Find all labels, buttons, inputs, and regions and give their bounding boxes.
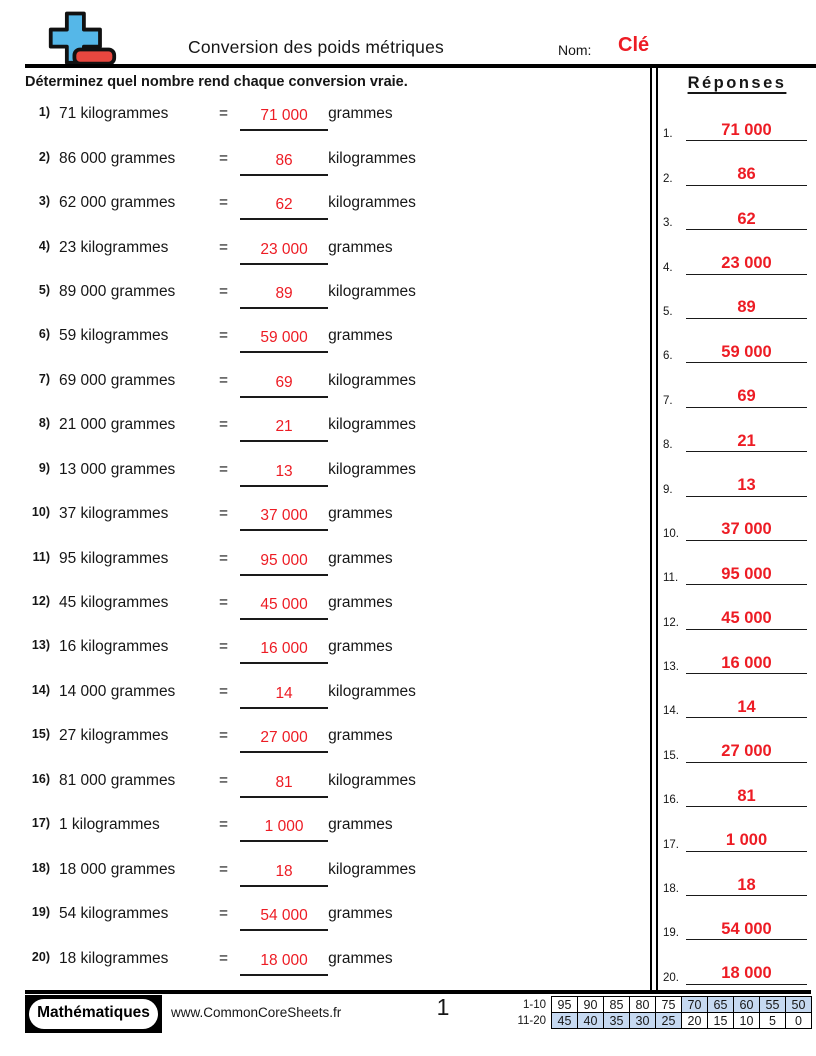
answer-value: 71 000 (260, 107, 308, 125)
answer-entry (658, 630, 816, 674)
answer-key-value: 86 (737, 165, 756, 184)
score-table (503, 996, 812, 1029)
problems-column (0, 68, 650, 990)
problem-expression: 45 kilogrammes (59, 594, 169, 612)
answer-entry (658, 363, 816, 407)
score-cell: 65 (708, 997, 734, 1013)
answer-key-line (686, 255, 807, 275)
unit-label: grammes (328, 594, 393, 612)
problem-expression: 54 kilogrammes (59, 905, 169, 923)
score-cell: 80 (630, 997, 656, 1013)
problem-row (0, 314, 650, 358)
answer-key-line (686, 344, 807, 364)
equals-sign: = (219, 416, 229, 434)
equals-sign: = (219, 371, 229, 389)
answer-key-line (686, 743, 807, 763)
answer-entry-number: 2. (663, 172, 673, 185)
problem-row (0, 803, 650, 847)
answer-entry-number: 5. (663, 305, 673, 318)
unit-label: grammes (328, 949, 393, 967)
problem-number: 7) (38, 371, 50, 386)
unit-label: kilogrammes (328, 194, 416, 212)
answer-key-value: 14 (737, 697, 756, 716)
answer-key-value: 18 000 (721, 964, 772, 983)
answer-value: 62 (275, 196, 293, 214)
problem-expression: 16 kilogrammes (59, 638, 169, 656)
score-row-2 (503, 1013, 812, 1029)
problem-row (0, 136, 650, 180)
problem-row (0, 581, 650, 625)
answers-list (658, 97, 816, 985)
answer-key-value: 89 (737, 298, 756, 317)
unit-label: grammes (328, 727, 393, 745)
answer-value: 54 000 (260, 907, 308, 925)
equals-sign: = (219, 105, 229, 123)
score-cell: 55 (760, 997, 786, 1013)
answer-value: 37 000 (260, 507, 308, 525)
answer-blank[interactable] (240, 194, 328, 220)
answer-entry-number: 6. (663, 350, 673, 363)
answer-value: 14 (275, 684, 293, 702)
equals-sign: = (219, 905, 229, 923)
score-cell: 25 (656, 1013, 682, 1029)
problem-expression: 81 000 grammes (59, 771, 176, 789)
answer-key-line (686, 433, 807, 453)
answer-value: 23 000 (260, 240, 308, 258)
unit-label: kilogrammes (328, 682, 416, 700)
answer-blank[interactable] (240, 416, 328, 442)
answer-key-line (686, 388, 807, 408)
problems-list (0, 92, 650, 981)
answer-value: 95 000 (260, 551, 308, 569)
answer-value: 18 (275, 862, 293, 880)
answer-key-line (686, 965, 807, 985)
score-cell: 30 (630, 1013, 656, 1029)
answer-key-line (686, 699, 807, 719)
problem-row (0, 847, 650, 891)
problem-number: 20) (31, 949, 50, 964)
unit-label: kilogrammes (328, 371, 416, 389)
answer-value: 81 (275, 773, 293, 791)
problem-expression: 71 kilogrammes (59, 105, 169, 123)
problem-number: 17) (31, 816, 50, 831)
answer-key-value: 95 000 (721, 564, 772, 583)
answer-entry-number: 14. (663, 705, 679, 718)
problem-expression: 23 kilogrammes (59, 238, 169, 256)
score-cell: 20 (682, 1013, 708, 1029)
score-row-1 (503, 997, 812, 1013)
header-divider (25, 64, 816, 68)
answer-key-line (686, 211, 807, 231)
problem-number: 6) (38, 327, 50, 342)
unit-label: kilogrammes (328, 460, 416, 478)
answer-blank[interactable] (240, 550, 328, 576)
answer-key-value: 81 (737, 786, 756, 805)
answer-key-value: 37 000 (721, 520, 772, 539)
answers-title: Réponses (687, 74, 787, 92)
answer-key-value: 54 000 (721, 919, 772, 938)
equals-sign: = (219, 594, 229, 612)
answer-key-value: 16 000 (721, 653, 772, 672)
brand-badge (25, 995, 162, 1033)
answer-key-value: 13 (737, 476, 756, 495)
plus-minus-icon (46, 10, 118, 70)
unit-label: kilogrammes (328, 149, 416, 167)
equals-sign: = (219, 460, 229, 478)
unit-label: grammes (328, 549, 393, 567)
answer-key-line (686, 655, 807, 675)
website-link[interactable]: www.CommonCoreSheets.fr (171, 1005, 342, 1020)
score-cell: 60 (734, 997, 760, 1013)
problem-number: 9) (38, 460, 50, 475)
answer-blank[interactable] (240, 105, 328, 131)
problem-row (0, 359, 650, 403)
answer-entry (658, 497, 816, 541)
answer-value: 16 000 (260, 640, 308, 658)
answer-entry (658, 230, 816, 274)
answer-blank[interactable] (240, 816, 328, 842)
answer-entry (658, 674, 816, 718)
brand-label: Mathématiques (29, 999, 158, 1029)
problem-number: 11) (32, 549, 50, 564)
score-cell: 35 (604, 1013, 630, 1029)
problem-number: 15) (31, 727, 50, 742)
page-number: 1 (436, 994, 450, 1020)
problem-expression: 86 000 grammes (59, 149, 176, 167)
answer-entry-number: 17. (663, 838, 679, 851)
answer-key-line (686, 610, 807, 630)
answer-entry (658, 763, 816, 807)
answer-key-value: 62 (737, 209, 756, 228)
problem-number: 18) (31, 860, 50, 875)
answer-entry (658, 852, 816, 896)
score-cell: 45 (552, 1013, 578, 1029)
problem-expression: 21 000 grammes (59, 416, 176, 434)
answer-entry-number: 19. (663, 927, 679, 940)
answer-value: 1 000 (264, 818, 304, 836)
answer-value: 13 (275, 462, 293, 480)
answer-entry-number: 10. (663, 527, 679, 540)
answer-entry (658, 97, 816, 141)
answer-value: 69 (275, 373, 293, 391)
answer-value: 27 000 (260, 729, 308, 747)
answer-blank[interactable] (240, 505, 328, 531)
answer-entry (658, 452, 816, 496)
unit-label: grammes (328, 505, 393, 523)
problem-row (0, 92, 650, 136)
answer-blank[interactable] (240, 727, 328, 753)
problem-row (0, 714, 650, 758)
problem-expression: 13 000 grammes (59, 460, 176, 478)
answer-blank[interactable] (240, 327, 328, 353)
answer-entry-number: 8. (663, 439, 673, 452)
problem-expression: 27 kilogrammes (59, 727, 169, 745)
name-label: Nom: (558, 42, 592, 58)
score-cell: 70 (682, 997, 708, 1013)
answer-value: 59 000 (260, 329, 308, 347)
problem-row (0, 181, 650, 225)
problem-row (0, 270, 650, 314)
answer-key-line (686, 921, 807, 941)
answer-entry-number: 12. (663, 616, 679, 629)
answer-key-value: 1 000 (725, 831, 768, 850)
score-cell: 0 (786, 1013, 812, 1029)
score-cell: 5 (760, 1013, 786, 1029)
answer-value: 18 000 (260, 951, 308, 969)
score-cell: 10 (734, 1013, 760, 1029)
answer-value: 21 (275, 418, 293, 436)
answer-key-line (686, 166, 807, 186)
answer-blank[interactable] (240, 638, 328, 664)
problem-expression: 37 kilogrammes (59, 505, 169, 523)
problem-number: 19) (31, 905, 50, 920)
unit-label: grammes (328, 105, 393, 123)
score-cell: 85 (604, 997, 630, 1013)
answer-blank[interactable] (240, 594, 328, 620)
problem-number: 14) (31, 682, 50, 697)
answer-blank[interactable] (240, 239, 328, 265)
unit-label: kilogrammes (328, 771, 416, 789)
score-cell: 15 (708, 1013, 734, 1029)
answer-blank[interactable] (240, 683, 328, 709)
answer-key-value: 21 (737, 431, 756, 450)
answer-entry (658, 319, 816, 363)
problem-number: 2) (38, 149, 50, 164)
problem-row (0, 936, 650, 980)
answer-key-line (686, 566, 807, 586)
equals-sign: = (219, 771, 229, 789)
problem-number: 13) (31, 638, 50, 653)
problem-number: 12) (31, 594, 50, 609)
problem-row (0, 625, 650, 669)
answer-entry (658, 940, 816, 984)
equals-sign: = (219, 194, 229, 212)
problem-expression: 69 000 grammes (59, 371, 176, 389)
answer-blank[interactable] (240, 372, 328, 398)
answer-key-line (686, 122, 807, 142)
answer-value: 45 000 (260, 596, 308, 614)
answer-entry (658, 896, 816, 940)
problem-number: 3) (38, 194, 50, 209)
answer-key-line (686, 832, 807, 852)
answer-entry (658, 585, 816, 629)
problem-row (0, 670, 650, 714)
problem-row (0, 892, 650, 936)
footer (0, 990, 816, 1056)
answer-entry (658, 141, 816, 185)
score-cell: 40 (578, 1013, 604, 1029)
answer-value: 89 (275, 284, 293, 302)
answer-entry (658, 275, 816, 319)
problem-expression: 59 kilogrammes (59, 327, 169, 345)
answer-key-value: 45 000 (721, 609, 772, 628)
answer-entry-number: 7. (663, 394, 673, 407)
answer-entry-number: 15. (663, 749, 679, 762)
score-range-label: 1-10 (522, 998, 546, 1011)
answer-entry-number: 11. (663, 572, 679, 585)
answer-blank[interactable] (240, 772, 328, 798)
unit-label: kilogrammes (328, 282, 416, 300)
unit-label: grammes (328, 238, 393, 256)
equals-sign: = (219, 638, 229, 656)
answer-entry-number: 1. (663, 128, 673, 141)
problem-number: 4) (38, 238, 50, 253)
unit-label: kilogrammes (328, 416, 416, 434)
answer-entry-number: 13. (663, 661, 679, 674)
name-value: Clé (618, 34, 650, 56)
content (0, 68, 816, 990)
problem-number: 1) (38, 105, 50, 120)
equals-sign: = (219, 149, 229, 167)
equals-sign: = (219, 949, 229, 967)
answer-entry-number: 20. (663, 971, 679, 984)
answer-entry-number: 3. (663, 217, 673, 230)
answer-entry (658, 408, 816, 452)
problem-row (0, 448, 650, 492)
answer-key-line (686, 299, 807, 319)
problem-row (0, 759, 650, 803)
answer-key-value: 59 000 (721, 342, 772, 361)
problem-row (0, 403, 650, 447)
unit-label: grammes (328, 638, 393, 656)
answers-column (658, 68, 816, 990)
footer-divider (25, 990, 811, 994)
answer-entry (658, 718, 816, 762)
equals-sign: = (219, 327, 229, 345)
instructions: Déterminez quel nombre rend chaque conversion vraie. (25, 74, 408, 90)
problem-row (0, 225, 650, 269)
page-title: Conversion des poids métriques (188, 37, 444, 57)
problem-expression: 89 000 grammes (59, 282, 176, 300)
problem-expression: 14 000 grammes (59, 682, 176, 700)
answer-blank[interactable] (240, 461, 328, 487)
answer-key-line (686, 877, 807, 897)
answer-key-line (686, 477, 807, 497)
score-cell: 75 (656, 997, 682, 1013)
column-divider (650, 68, 658, 990)
answer-entry-number: 18. (663, 883, 679, 896)
answer-blank[interactable] (240, 283, 328, 309)
equals-sign: = (219, 682, 229, 700)
answer-key-value: 23 000 (721, 254, 772, 273)
score-cell: 90 (578, 997, 604, 1013)
unit-label: grammes (328, 905, 393, 923)
answer-key-value: 69 (737, 387, 756, 406)
problem-row (0, 492, 650, 536)
answer-blank[interactable] (240, 150, 328, 176)
problem-number: 5) (38, 282, 50, 297)
answer-blank[interactable] (240, 950, 328, 976)
answer-blank[interactable] (240, 905, 328, 931)
problem-expression: 1 kilogrammes (59, 816, 160, 834)
problem-expression: 18 000 grammes (59, 860, 176, 878)
answer-entry-number: 16. (663, 794, 679, 807)
problem-expression: 62 000 grammes (59, 194, 176, 212)
equals-sign: = (219, 238, 229, 256)
score-cell: 95 (552, 997, 578, 1013)
answer-entry (658, 541, 816, 585)
problem-number: 8) (38, 416, 50, 431)
answer-key-value: 27 000 (721, 742, 772, 761)
answer-key-line (686, 521, 807, 541)
answer-value: 86 (275, 151, 293, 169)
equals-sign: = (219, 727, 229, 745)
unit-label: grammes (328, 327, 393, 345)
equals-sign: = (219, 505, 229, 523)
answer-key-value: 71 000 (721, 120, 772, 139)
equals-sign: = (219, 816, 229, 834)
problem-number: 16) (31, 771, 50, 786)
answer-entry (658, 186, 816, 230)
problem-row (0, 536, 650, 580)
problem-expression: 18 kilogrammes (59, 949, 169, 967)
problem-expression: 95 kilogrammes (59, 549, 169, 567)
answer-blank[interactable] (240, 861, 328, 887)
unit-label: kilogrammes (328, 860, 416, 878)
problem-number: 10) (31, 505, 50, 520)
score-range-label: 11-20 (517, 1014, 546, 1027)
unit-label: grammes (328, 816, 393, 834)
equals-sign: = (219, 282, 229, 300)
answer-entry (658, 807, 816, 851)
answer-entry-number: 4. (663, 261, 673, 274)
score-cell: 50 (786, 997, 812, 1013)
equals-sign: = (219, 860, 229, 878)
header (0, 0, 816, 68)
answer-key-line (686, 788, 807, 808)
answer-entry-number: 9. (663, 483, 673, 496)
answer-key-value: 18 (737, 875, 756, 894)
equals-sign: = (219, 549, 229, 567)
